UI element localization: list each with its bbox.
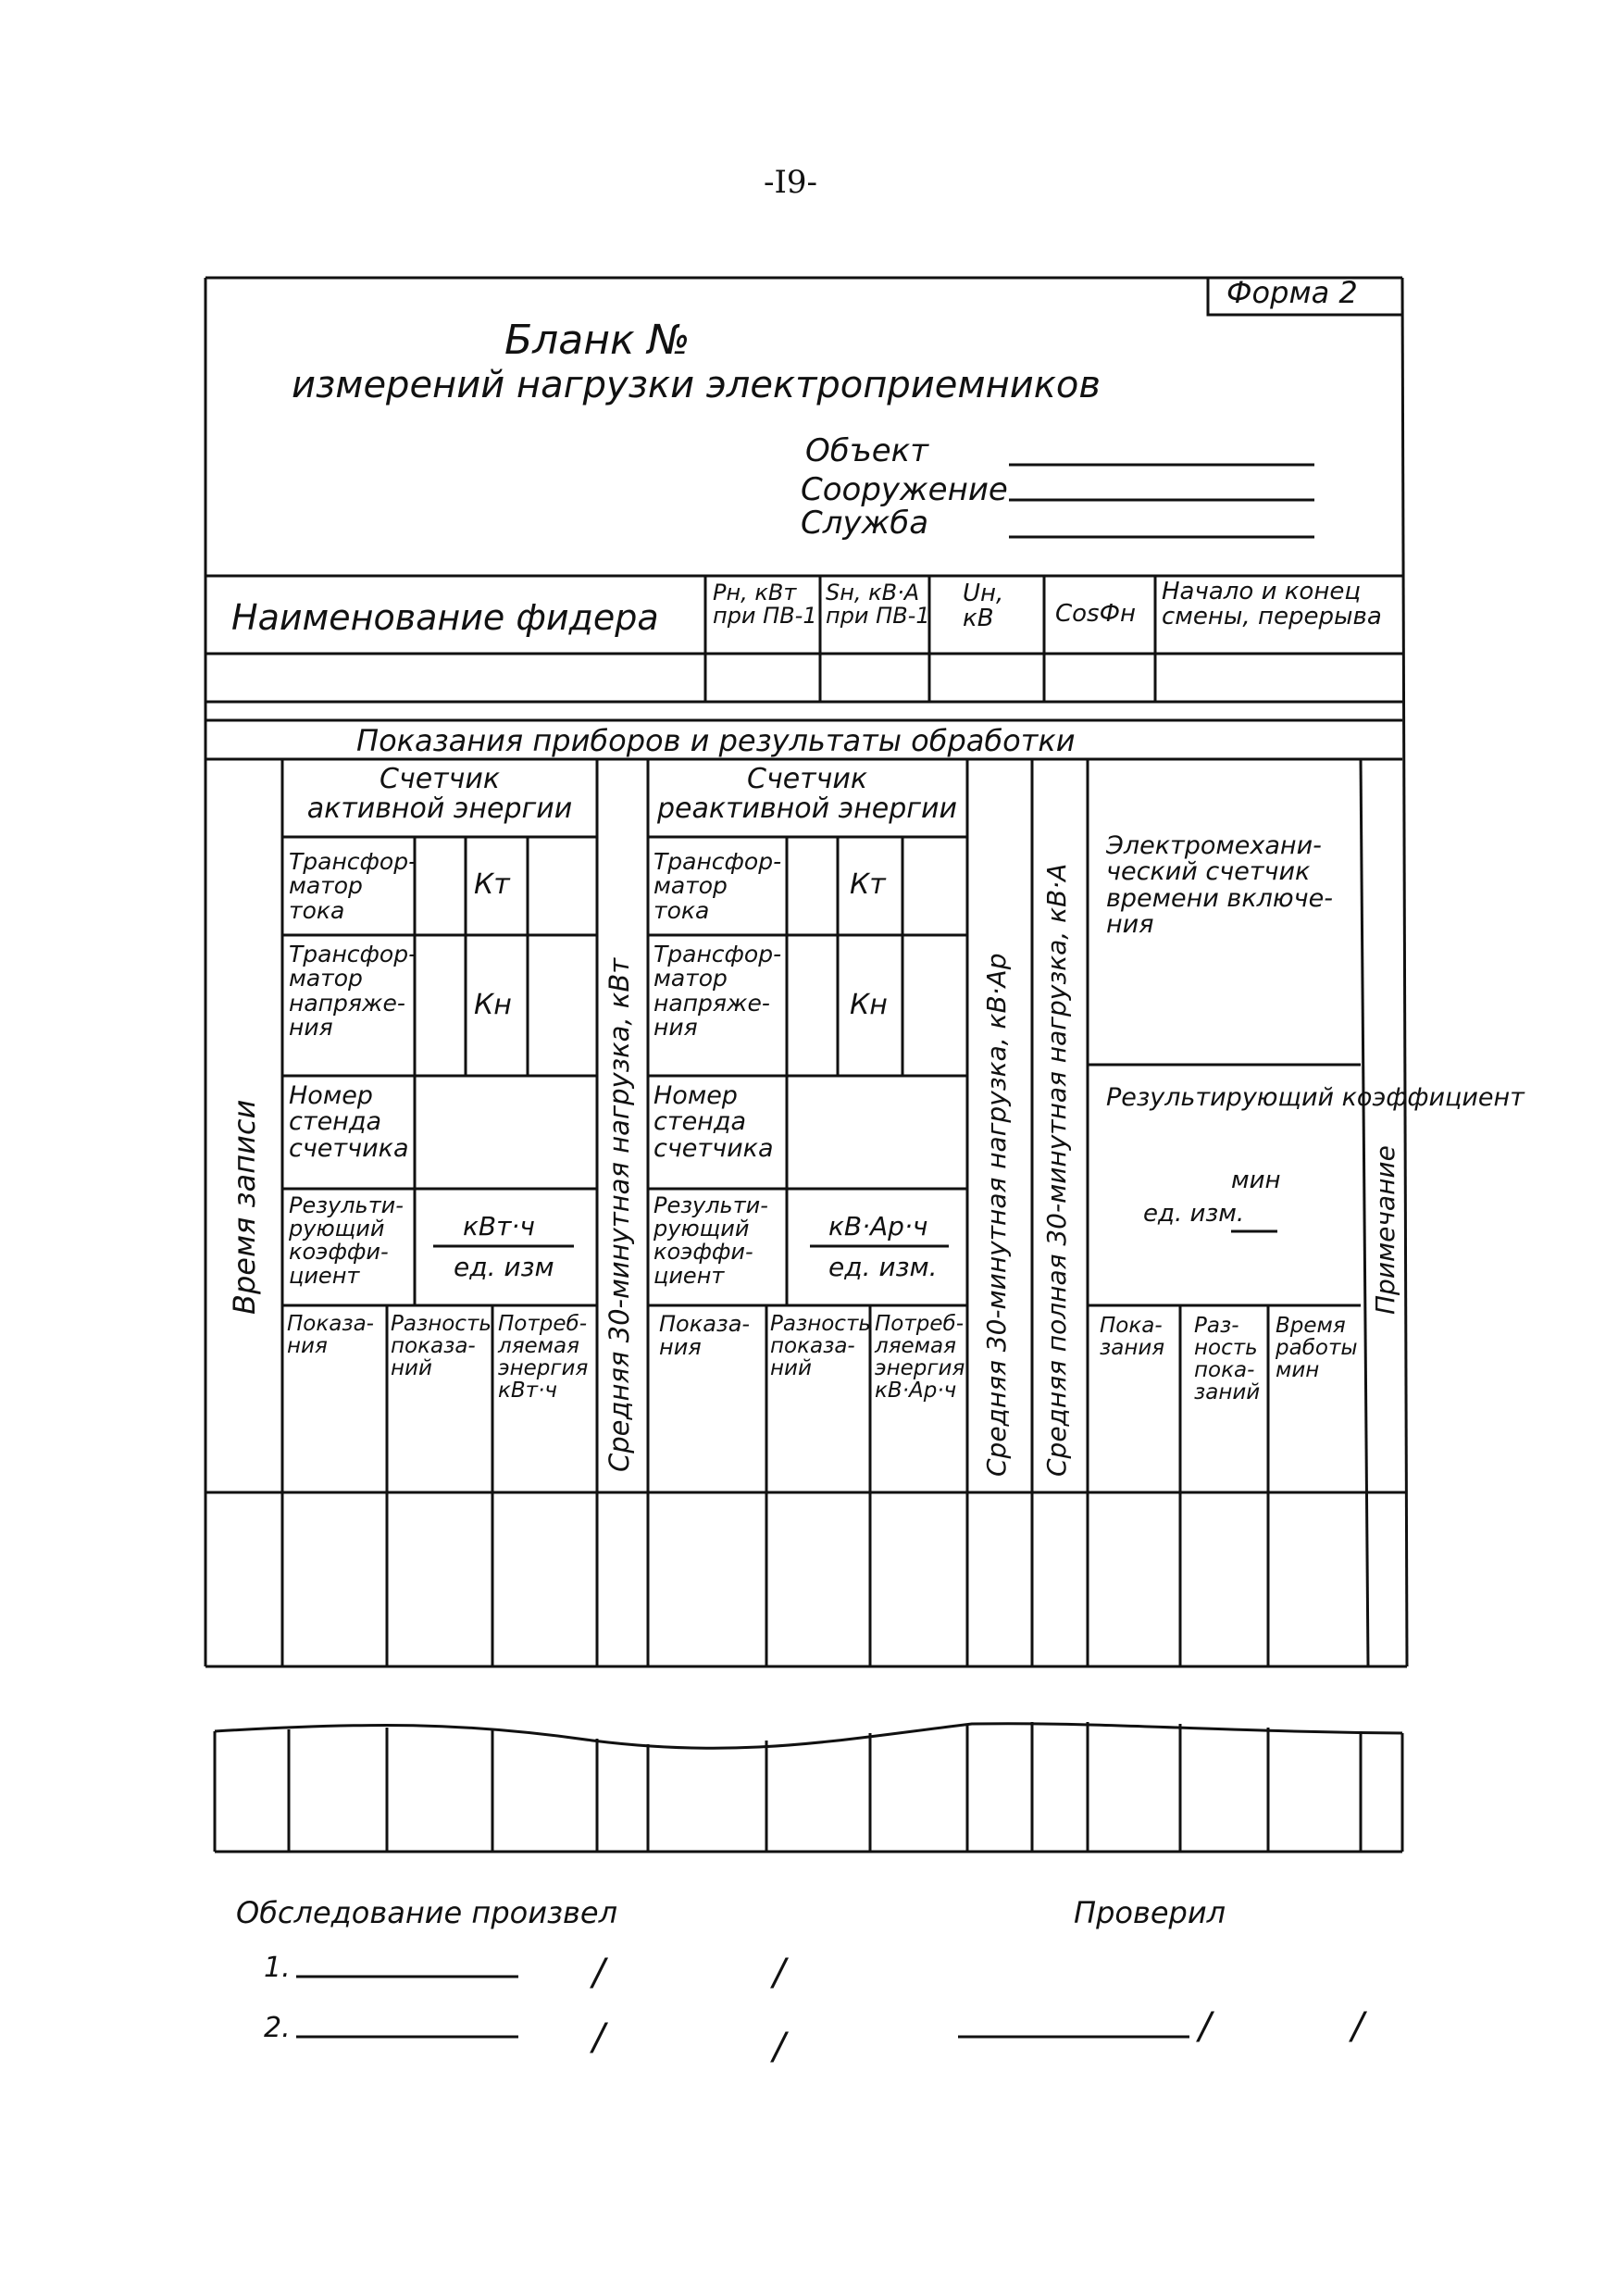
avg-reactive-header: Средняя 30-минутная нагрузка, кВ·Ар	[981, 953, 1012, 1477]
electro-counter-header: Электромехани- ческий счетчик времени включе- ния	[1106, 831, 1333, 940]
page-number: -I9-	[764, 164, 818, 201]
active-unit-top: кВт·ч	[463, 1211, 535, 1242]
reactive-readings: Показа- ния	[659, 1311, 751, 1361]
ph-header: Рн, кВт при ПВ-1	[713, 580, 817, 630]
reactive-transformer-current: Трансфор- матор тока	[653, 848, 782, 924]
reactive-meter-header: Счетчик реактивной энергии	[657, 763, 957, 825]
active-stand-number: Номер стенда счетчика	[289, 1081, 409, 1163]
electro-result-coef: Результирующий коэффициент	[1106, 1083, 1525, 1112]
form-subtitle: измерений нагрузки электроприемников	[292, 364, 1101, 406]
reactive-result-coef: Результи- рующий коэффи- циент	[653, 1192, 768, 1289]
electro-diff: Раз- ность пока- заний	[1194, 1314, 1261, 1405]
time-column-header: Время записи	[227, 1099, 262, 1315]
reactive-unit-bottom: ед. изм.	[828, 1252, 938, 1282]
electro-work-time: Время работы мин	[1276, 1314, 1358, 1383]
object-label: Объект	[805, 432, 929, 469]
checker-slash-a: /	[1199, 2005, 1212, 2048]
form-title: Бланк №	[504, 317, 691, 364]
service-field[interactable]	[1009, 507, 1314, 537]
reactive-unit-top: кВ·Ар·ч	[828, 1211, 928, 1242]
object-field[interactable]	[1009, 435, 1314, 465]
active-kn: Кн	[474, 989, 512, 1021]
active-transformer-current: Трансфор- матор тока	[289, 848, 417, 924]
signer-2-slash-a: /	[592, 2016, 605, 2059]
signer-1-slash-b: /	[773, 1952, 786, 1994]
cos-header: CosФн	[1055, 600, 1136, 628]
active-unit-bottom: ед. изм	[454, 1252, 554, 1282]
active-kt: Кт	[474, 868, 510, 901]
electro-min: мин	[1231, 1167, 1281, 1194]
active-transformer-voltage: Трансфор- матор напряже- ния	[289, 941, 417, 1041]
reactive-kn: Кн	[850, 989, 888, 1021]
service-label: Служба	[801, 505, 929, 542]
active-diff: Разность показа- ний	[391, 1312, 492, 1381]
signer-1-number: 1.	[264, 1952, 291, 1984]
structure-field[interactable]	[1009, 470, 1314, 500]
active-result-coef: Результи- рующий коэффи- циент	[289, 1192, 404, 1289]
checked-by-label: Проверил	[1074, 1895, 1226, 1930]
feeder-name-header: Наименование фидера	[231, 597, 659, 638]
notes-header: Примечание	[1370, 1145, 1400, 1315]
signer-1-slash-a: /	[592, 1952, 605, 1994]
reactive-stand-number: Номер стенда счетчика	[653, 1081, 774, 1163]
avg-active-header: Средняя 30-минутная нагрузка, кВт	[604, 957, 635, 1472]
un-header: Uн, кВ	[963, 580, 1004, 633]
reactive-transformer-voltage: Трансфор- матор напряже- ния	[653, 941, 782, 1041]
electro-readings: Пока- зания	[1100, 1314, 1165, 1361]
section-title: Показания приборов и результаты обработки	[356, 723, 1076, 758]
reactive-diff: Разность показа- ний	[770, 1312, 871, 1381]
reactive-consumed: Потреб- ляемая энергия кВ·Ар·ч	[875, 1312, 965, 1404]
signer-2-slash-b: /	[773, 2026, 786, 2068]
surveyed-by-label: Обследование произвел	[236, 1895, 618, 1930]
signer-2-number: 2.	[264, 2012, 291, 2044]
sh-header: Sн, кВ·А при ПВ-1	[826, 580, 930, 630]
active-consumed: Потреб- ляемая энергия кВт·ч	[498, 1312, 589, 1404]
structure-label: Сооружение	[801, 471, 1008, 508]
shift-header: Начало и конец смены, перерыва	[1162, 578, 1382, 631]
avg-full-header: Средняя полная 30-минутная нагрузка, кВ·А	[1041, 863, 1072, 1477]
active-meter-header: Счетчик активной энергии	[306, 763, 573, 825]
checker-slash-b: /	[1351, 2005, 1364, 2048]
active-readings: Показа- ния	[287, 1312, 374, 1359]
reactive-kt: Кт	[850, 868, 886, 901]
form-label: Форма 2	[1226, 275, 1358, 310]
electro-unit: ед. изм.	[1143, 1200, 1245, 1228]
